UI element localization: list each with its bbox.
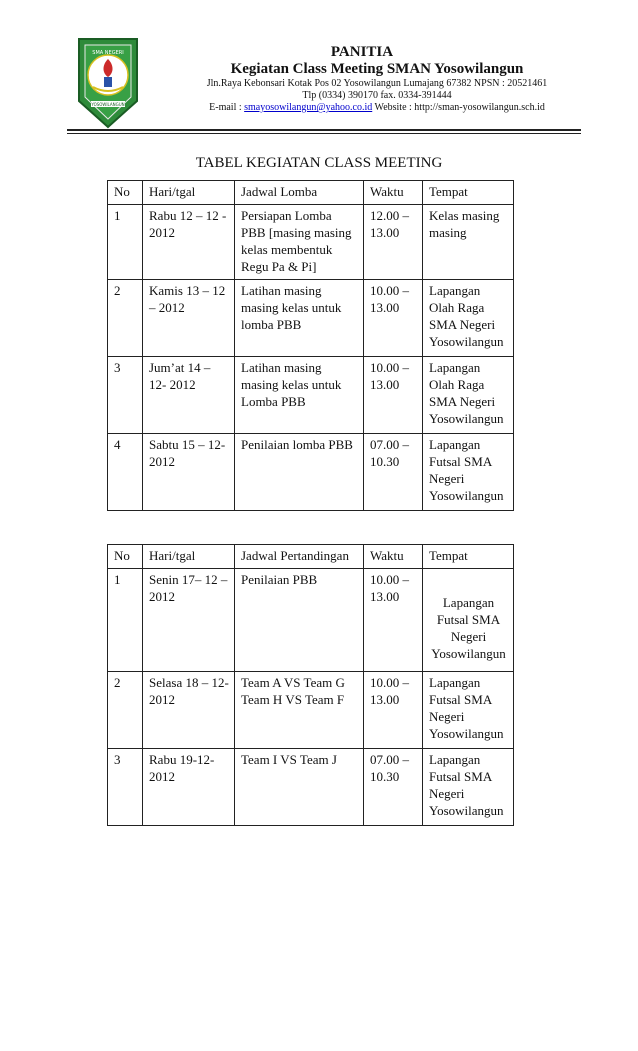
table-row — [108, 672, 514, 749]
page-title: TABEL KEGIATAN CLASS MEETING — [195, 155, 443, 171]
cell-hari: Senin 17– 12 – 2012 — [143, 569, 235, 672]
header-tempat: Tempat — [423, 545, 514, 569]
header-contact — [180, 102, 574, 114]
cell-waktu: 10.00 – 13.00 — [364, 357, 423, 434]
table-row — [108, 434, 514, 511]
table-header-row — [108, 545, 514, 569]
header-no: No — [108, 181, 143, 205]
cell-waktu: 07.00 – 10.30 — [364, 749, 423, 826]
header-tempat: Tempat — [423, 181, 514, 205]
cell-hari: Jum’at 14 – 12- 2012 — [143, 357, 235, 434]
table-class-meeting-pertandingan — [107, 544, 514, 826]
cell-jadwal: Penilaian lomba PBB — [235, 434, 364, 511]
header-title: Kegiatan Class Meeting SMAN Yosowilangun — [230, 61, 524, 77]
header-waktu: Waktu — [364, 181, 423, 205]
header-address: Jln.Raya Kebonsari Kotak Pos 02 Yosowilangun Lumajang 67382 NPSN : 20521461 — [206, 78, 548, 89]
cell-no: 3 — [108, 749, 143, 826]
logo-top-text: SMA NEGERI — [92, 50, 124, 56]
table-row — [108, 280, 514, 357]
table-row — [108, 569, 514, 672]
cell-no: 3 — [108, 357, 143, 434]
cell-jadwal: Penilaian PBB — [235, 569, 364, 672]
email-link[interactable]: smayosowilangun@yahoo.co.id — [244, 102, 373, 113]
header-panitia: PANITIA — [330, 44, 394, 60]
cell-no: 1 — [108, 569, 143, 672]
school-logo — [77, 37, 139, 129]
cell-jadwal: Persiapan Lomba PBB [masing masing kelas membentuk Regu Pa & Pi] — [235, 205, 364, 280]
cell-tempat: Lapangan Futsal SMA Negeri Yosowilangun — [423, 434, 514, 511]
cell-tempat: Lapangan Futsal SMA Negeri Yosowilangun — [423, 569, 514, 672]
table-row — [108, 205, 514, 280]
header-divider-thin — [67, 133, 581, 134]
cell-jadwal: Latihan masing masing kelas untuk Lomba PBB — [235, 357, 364, 434]
table-class-meeting-lomba — [107, 180, 514, 511]
cell-no: 4 — [108, 434, 143, 511]
cell-tempat: Lapangan Futsal SMA Negeri Yosowilangun — [423, 672, 514, 749]
cell-no: 2 — [108, 672, 143, 749]
cell-tempat: Lapangan Olah Raga SMA Negeri Yosowilangun — [423, 280, 514, 357]
header-hari: Hari/tgal — [143, 545, 235, 569]
cell-jadwal: Team A VS Team G Team H VS Team F — [235, 672, 364, 749]
table-row — [108, 749, 514, 826]
cell-hari: Selasa 18 – 12- 2012 — [143, 672, 235, 749]
header-divider-thick — [67, 129, 581, 131]
letterhead — [150, 44, 574, 114]
cell-jadwal: Team I VS Team J — [235, 749, 364, 826]
cell-no: 2 — [108, 280, 143, 357]
logo-bottom-text: YOSOWILANGUN — [91, 102, 125, 107]
table-row — [108, 357, 514, 434]
header-no: No — [108, 545, 143, 569]
cell-waktu: 10.00 – 13.00 — [364, 280, 423, 357]
cell-waktu: 07.00 – 10.30 — [364, 434, 423, 511]
email-prefix: E-mail : — [209, 102, 245, 113]
cell-tempat: Kelas masing masing — [423, 205, 514, 280]
cell-tempat: Lapangan Futsal SMA Negeri Yosowilangun — [423, 749, 514, 826]
website-text: Website : http://sman-yosowilangun.sch.id — [372, 102, 545, 113]
cell-hari: Rabu 12 – 12 - 2012 — [143, 205, 235, 280]
table-header-row — [108, 181, 514, 205]
cell-jadwal: Latihan masing masing kelas untuk lomba PBB — [235, 280, 364, 357]
cell-waktu: 10.00 – 13.00 — [364, 569, 423, 672]
cell-no: 1 — [108, 205, 143, 280]
cell-hari: Sabtu 15 – 12- 2012 — [143, 434, 235, 511]
cell-waktu: 10.00 – 13.00 — [364, 672, 423, 749]
cell-tempat: Lapangan Olah Raga SMA Negeri Yosowilangun — [423, 357, 514, 434]
header-hari: Hari/tgal — [143, 181, 235, 205]
header-phone: Tlp (0334) 390170 fax. 0334-391444 — [302, 90, 452, 101]
header-jadwal: Jadwal Lomba — [235, 181, 364, 205]
cell-hari: Rabu 19-12- 2012 — [143, 749, 235, 826]
header-waktu: Waktu — [364, 545, 423, 569]
header-jadwal: Jadwal Pertandingan — [235, 545, 364, 569]
cell-waktu: 12.00 – 13.00 — [364, 205, 423, 280]
cell-hari: Kamis 13 – 12 – 2012 — [143, 280, 235, 357]
